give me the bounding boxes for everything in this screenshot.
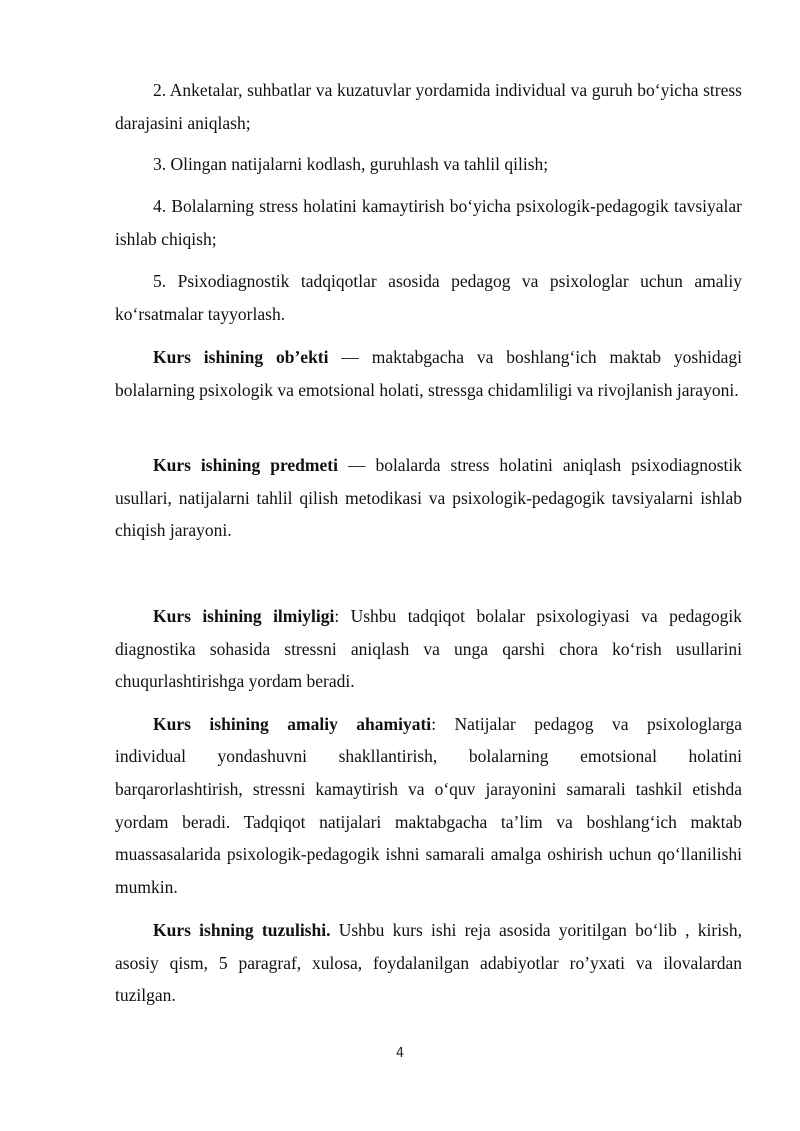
structure-text: Ushbu kurs ishi reja asosida yoritilgan bo‘lib , kirish, asosiy qism, 5 paragraf, xulosa, foydalanilgan adabiyotlar ro’yxati va ilovalardan tuzilgan. (115, 920, 742, 1005)
list-item-text: 2. Anketalar, suhbatlar va kuzatuvlar yordamida individual va guruh bo‘yicha stress darajasini aniqlash; (115, 80, 742, 133)
practical-line-2 (115, 740, 742, 773)
practical-line-1 (115, 708, 742, 741)
structure-paragraph (115, 914, 742, 1012)
page-number: 4 (395, 1046, 405, 1061)
subject-label: Kurs ishining predmeti (153, 455, 338, 475)
list-item-4 (115, 190, 742, 255)
scientific-paragraph (115, 600, 742, 698)
practical-text-2: individual yondashuvni shakllantirish, bolalarning emotsional holatini (115, 746, 742, 766)
practical-text-1: : Natijalar pedagog va psixologlarga (431, 714, 743, 734)
list-item-2 (115, 74, 742, 139)
structure-label: Kurs ishning tuzulishi. (153, 920, 331, 940)
list-item-5 (115, 265, 742, 330)
scientific-label: Kurs ishining ilmiyligi (153, 606, 335, 626)
scientific-text: : Ushbu tadqiqot bolalar psixologiyasi va pedagogik diagnostika sohasida stressni aniqlash va unga qarshi chora ko‘rish usullarini chuqurlashtirishga yordam beradi. (115, 606, 742, 691)
list-item-text: 4. Bolalarning stress holatini kamaytirish bo‘yicha psixologik-pedagogik tavsiyalar ishlab chiqish; (115, 196, 742, 249)
list-item-text: 5. Psixodiagnostik tadqiqotlar asosida pedagog va psixologlar uchun amaliy ko‘rsatmalar tayyorlash. (115, 271, 742, 324)
practical-label: Kurs ishining amaliy ahamiyati (153, 714, 432, 734)
practical-rest (115, 773, 742, 903)
list-item-text: 3. Olingan natijalarni kodlash, guruhlash va tahlil qilish; (153, 154, 549, 174)
subject-text: — bolalarda stress holatini aniqlash psixodiagnostik usullari, natijalarni tahlil qilish metodikasi va psixologik-pedagogik tavsiyalarni ishlab chiqish jarayoni. (115, 455, 742, 540)
object-text: — maktabgacha va boshlang‘ich maktab yoshidagi bolalarning psixologik va emotsional holati, stressga chidamliligi va rivojlanish jarayoni. (115, 347, 742, 400)
subject-paragraph (115, 449, 742, 547)
practical-text-rest: barqarorlashtirish, stressni kamaytirish va o‘quv jarayonini samarali tashkil etishda yordam beradi. Tadqiqot natijalari maktabgacha ta’lim va boshlang‘ich maktab muassasalarida psixologik-pedagogik ishni samarali amalga oshirish uchun qo‘llanilishi mumkin. (115, 779, 742, 897)
object-label: Kurs ishining ob’ekti (153, 347, 329, 367)
object-paragraph (115, 341, 742, 406)
list-item-3 (115, 148, 742, 181)
